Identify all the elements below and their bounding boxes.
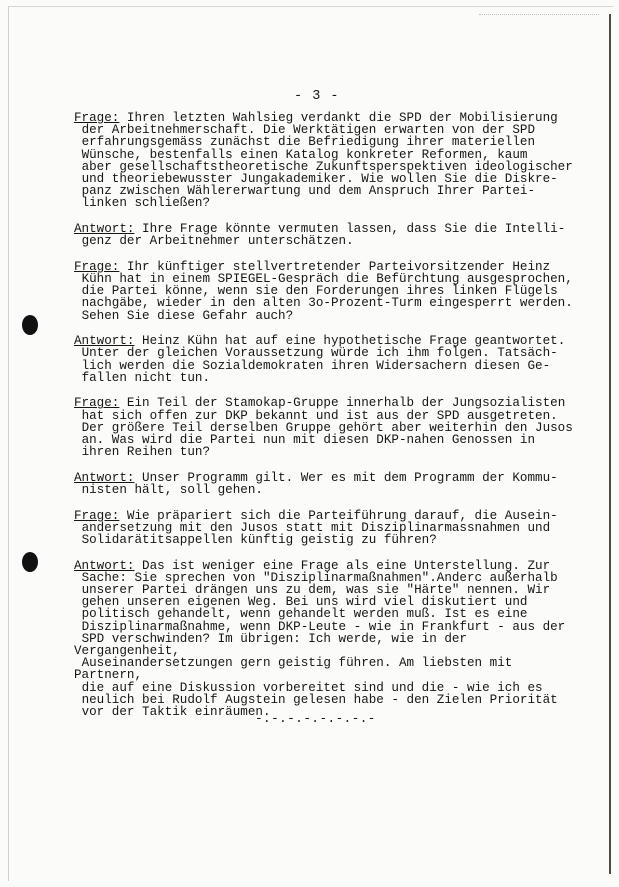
answer-text: Das ist weniger eine Frage als eine Unterstellung. Zur Sache: Sie sprechen von "Disziplinarmaßnahmen".Anderc außerhalb unserer Partei drängen uns zu dem, was sie "Härte" nennen. Wir gehen unseren eigenen Weg. Bei uns wird viel diskutiert und politisch gehandelt, wenn gehandelt werden muß. Ist es eine Disziplinarmaßnahme, wenn DKP-Leute - wie in Frankfurt - aus der SPD verschwinden? Im übrigen: Ich werde, wie in der Vergangenheit, Auseinandersetzungen gern geistig führen. Am liebsten mit Partnern, die auf eine Diskussion vorbereitet sind und die - wie ich es neulich bei Rudolf Augstein gelesen habe - den Zielen Priorität vor der Taktik einräumen. <box>74 558 566 720</box>
answer-text: Heinz Kühn hat auf eine hypothetische Frage geantwortet. Unter der gleichen Voraussetzung würde ich ihm folgen. Tatsäch- lich werden die Sozialdemokraten ihren Widersachern diesen Ge- fallen nicht tun. <box>81 334 566 385</box>
qa-block-answer-2 <box>74 335 574 384</box>
answer-label: Antwort: <box>74 470 135 485</box>
answer-text: Unser Programm gilt. Wer es mit dem Programm der Kommu- nisten hält, soll gehen. <box>81 470 558 498</box>
end-separator: -.-.-.-.-.-.-.- <box>255 712 376 726</box>
question-text: Ihr künftiger stellvertretender Parteivorsitzender Heinz Kühn hat in einem SPIEGEL-Gespräch die Befürchtung ausgesprochen, die Partei könne, wenn sie den Forderungen ihres linken Flügels nachgäbe, wieder in den alten 3o-Prozent-Turm eingesperrt werden. Sehen Sie diese Gefahr auch? <box>81 259 573 323</box>
qa-block-question-4 <box>74 510 574 547</box>
qa-block-answer-3 <box>74 472 574 496</box>
question-label: Frage: <box>74 508 120 523</box>
question-label: Frage: <box>74 111 120 125</box>
answer-label: Antwort: <box>74 558 135 573</box>
qa-block-question-3 <box>74 397 574 458</box>
interview-text <box>74 112 574 732</box>
question-label: Frage: <box>74 396 120 411</box>
punch-hole-upper <box>22 315 38 335</box>
qa-block-question-1 <box>74 112 574 210</box>
qa-block-question-2 <box>74 261 574 322</box>
question-label: Frage: <box>74 259 120 274</box>
question-text: Wie präpariert sich die Parteiführung darauf, die Ausein- andersetzung mit den Jusos statt mit Disziplinarmassnahmen und Solidarätitsappellen künftig geistig zu führen? <box>81 508 558 548</box>
qa-block-answer-1 <box>74 223 574 247</box>
punch-hole-lower <box>22 552 38 572</box>
scan-artifact <box>479 14 599 35</box>
answer-label: Antwort: <box>74 222 135 237</box>
question-text: Ihren letzten Wahlsieg verdankt die SPD der Mobilisierung der Arbeitnehmerschaft. Die Werktätigen erwarten von der SPD erfahrungsgemäss zunächst die Befriedigung ihrer materiellen Wünsche, bestenfalls einen Katalog konkreter Reformen, kaum aber gesellschaftstheoretische Zukunftsperspektiven ideologischer und theoriebewusster Jungakademiker. Wie wollen Sie die Diskre- panz zwischen Wählererwartung und dem Anspruch Ihrer Partei- linken schließen? <box>81 111 573 211</box>
page-edge-shadow <box>609 14 611 874</box>
question-text: Ein Teil der Stamokap-Gruppe innerhalb der Jungsozialisten hat sich offen zur DKP bekannt und ist aus der SPD ausgetreten. Der größere Teil derselben Gruppe gehört aber weiterhin den Jusos an. Was wird die Partei nun mit diesen DKP-nahen Genossen in ihren Reihen tun? <box>81 396 573 460</box>
answer-text: Ihre Frage könnte vermuten lassen, dass Sie die Intelli- genz der Arbeitnehmer unterschätzen. <box>81 222 566 249</box>
qa-block-answer-4 <box>74 560 574 719</box>
answer-label: Antwort: <box>74 334 135 349</box>
page-number: - 3 - <box>294 89 340 104</box>
